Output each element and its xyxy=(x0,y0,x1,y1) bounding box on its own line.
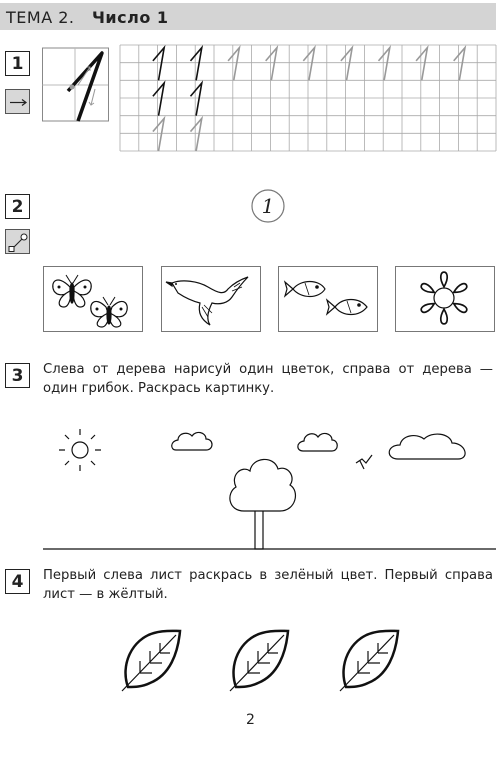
card-fish[interactable] xyxy=(278,266,378,332)
digit-one-trace xyxy=(228,48,239,81)
digit-one-trace xyxy=(153,48,164,81)
digit-one-trace xyxy=(266,48,277,81)
digit-sample-box xyxy=(42,43,112,123)
digit-one-trace xyxy=(191,118,202,151)
connect-line-icon xyxy=(5,229,30,254)
digit-one-trace xyxy=(153,83,164,116)
card-flower[interactable] xyxy=(395,266,495,332)
arrow-right-icon xyxy=(5,89,30,114)
digit-one-trace xyxy=(191,83,202,116)
card-bird[interactable] xyxy=(161,266,261,332)
card-butterflies[interactable] xyxy=(43,266,143,332)
scene-picture[interactable] xyxy=(38,415,498,555)
digit-one-trace xyxy=(416,48,427,81)
circle-digit: 1 xyxy=(261,194,275,218)
digit-one-trace xyxy=(303,48,314,81)
task-number-2: 2 xyxy=(5,194,30,219)
leaf-1[interactable] xyxy=(120,625,200,695)
leaf-2[interactable] xyxy=(228,625,308,695)
digit-one-trace xyxy=(341,48,352,81)
task-number-3: 3 xyxy=(5,363,30,388)
topic-label: ТЕМА 2. xyxy=(6,8,75,27)
page-title: Число 1 xyxy=(92,8,169,27)
flower-icon xyxy=(396,267,494,331)
cloud-icon xyxy=(389,434,465,459)
cloud-icon xyxy=(172,432,212,450)
copybook-grid[interactable] xyxy=(120,45,496,151)
task-number-1: 1 xyxy=(5,51,30,76)
bird-icon xyxy=(356,455,372,469)
digit-one-trace xyxy=(191,48,202,81)
task-3-text: Слева от дерева нарисуй один цветок, справа от дерева — один грибок. Раскрась картинку. xyxy=(43,362,493,396)
task-4-text: Первый слева лист раскрась в зелёный цвет. Первый справа лист — в жёлтый. xyxy=(43,568,493,602)
digit-one-trace xyxy=(454,48,465,81)
leaf-3[interactable] xyxy=(338,625,418,695)
tree-icon xyxy=(230,459,296,549)
page-header xyxy=(0,3,496,30)
task-number-4: 4 xyxy=(5,569,30,594)
digit-one-trace xyxy=(379,48,390,81)
sun-icon xyxy=(59,429,101,471)
bird-icon xyxy=(162,267,260,331)
digit-one-trace xyxy=(153,118,164,151)
page-number: 2 xyxy=(246,712,255,728)
fish-icon xyxy=(279,267,377,331)
cloud-icon xyxy=(298,433,337,451)
butterflies-icon xyxy=(44,267,142,331)
